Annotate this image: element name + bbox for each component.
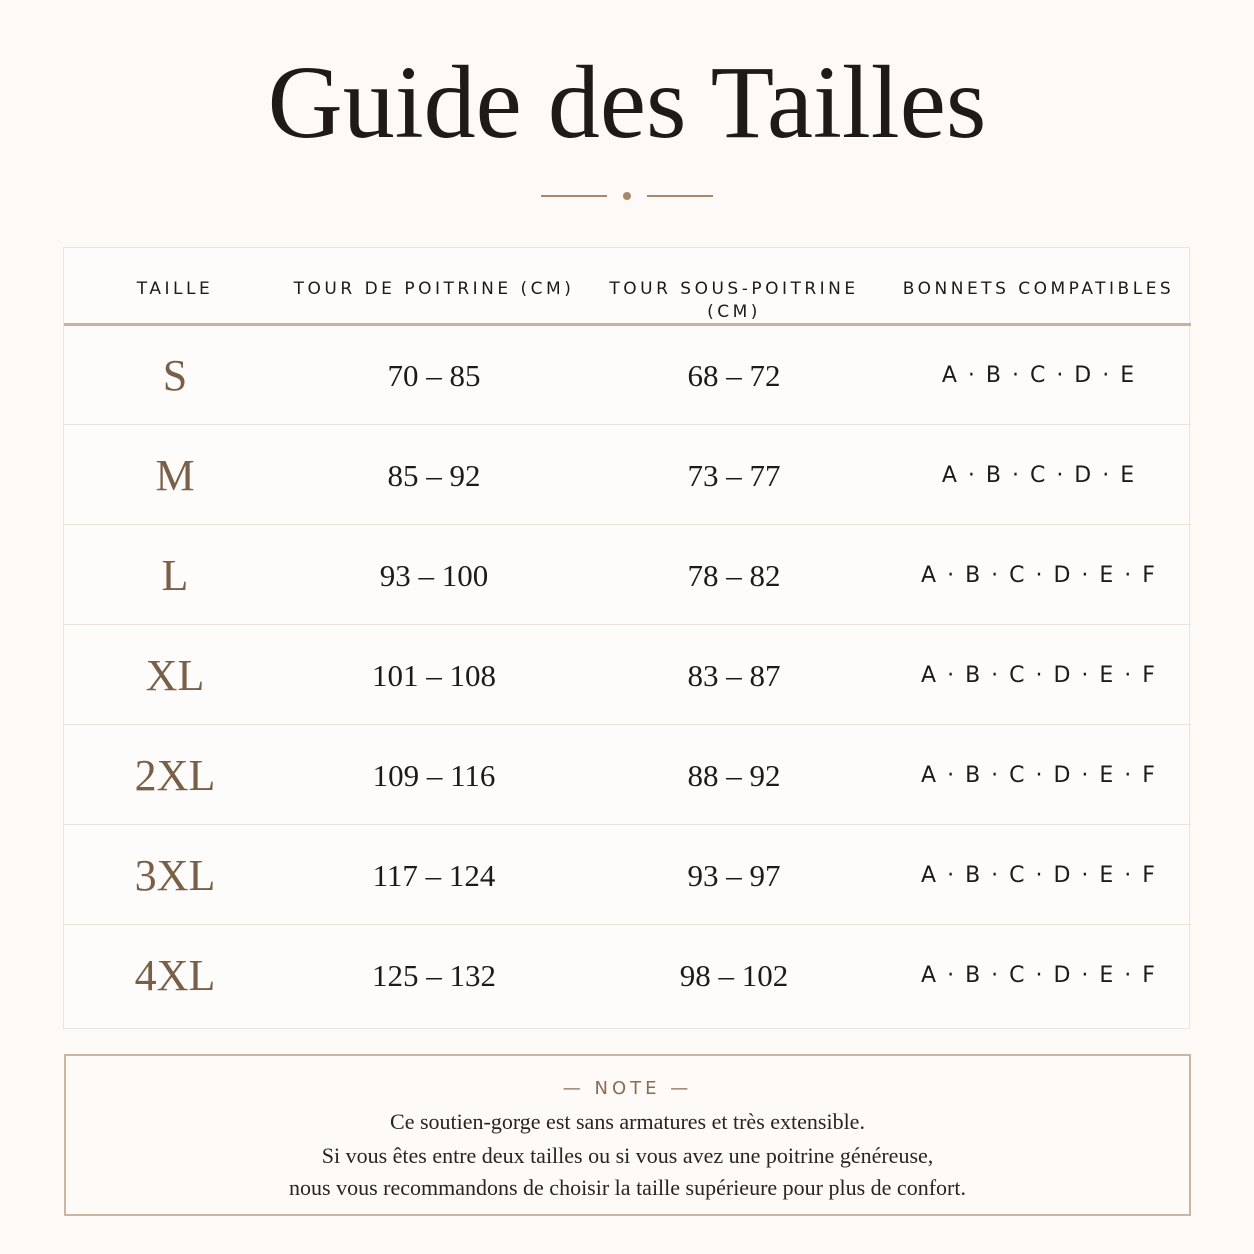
page-title: Guide des Tailles — [267, 45, 987, 160]
underbust-cell: 68 – 72 — [687, 358, 781, 393]
table-row — [64, 926, 1191, 1025]
note-line: Ce soutien-gorge est sans armatures et très extensible. — [390, 1109, 865, 1134]
underbust-cell: 83 – 87 — [687, 658, 781, 693]
header-taille: TAILLE — [136, 279, 214, 299]
chest-cell: 93 – 100 — [379, 558, 489, 593]
size-cell: 4XL — [134, 951, 216, 1000]
size-cell: XL — [145, 651, 205, 700]
underbust-cell: 93 – 97 — [687, 858, 781, 893]
underbust-cell: 78 – 82 — [687, 558, 781, 593]
cups-cell: A · B · C · D · E · F — [921, 563, 1156, 588]
size-cell: S — [162, 351, 188, 400]
table-row — [64, 426, 1191, 525]
table-row — [64, 626, 1191, 725]
size-cell: L — [161, 551, 189, 600]
header-bonnets-compatibles: BONNETS COMPATIBLES — [902, 279, 1175, 299]
cups-cell: A · B · C · D · E · F — [921, 863, 1156, 888]
size-cell: 2XL — [134, 751, 216, 800]
chest-cell: 125 – 132 — [372, 958, 496, 993]
table-row — [64, 826, 1191, 925]
size-cell: M — [155, 451, 195, 500]
cups-cell: A · B · C · D · E · F — [921, 663, 1156, 688]
table-row — [64, 326, 1191, 425]
chest-cell: 101 – 108 — [372, 658, 496, 693]
cups-cell: A · B · C · D · E · F — [921, 963, 1156, 988]
table-row — [64, 726, 1191, 825]
note-line: nous vous recommandons de choisir la taille supérieure pour plus de confort. — [289, 1175, 966, 1200]
cups-cell: A · B · C · D · E — [941, 463, 1136, 488]
header-tour-sous-poitrine-line2: (CM) — [707, 302, 761, 322]
note-line: Si vous êtes entre deux tailles ou si vous avez une poitrine généreuse, — [321, 1143, 934, 1168]
title-divider — [541, 190, 713, 202]
chest-cell: 85 – 92 — [387, 458, 481, 493]
header-tour-sous-poitrine — [582, 278, 886, 324]
cups-cell: A · B · C · D · E — [941, 363, 1136, 388]
table-row — [64, 526, 1191, 625]
size-cell: 3XL — [134, 851, 216, 900]
header-tour-de-poitrine: TOUR DE POITRINE (CM) — [293, 279, 575, 299]
underbust-cell: 73 – 77 — [687, 458, 781, 493]
divider-line-right — [647, 195, 713, 197]
underbust-cell: 88 – 92 — [687, 758, 781, 793]
chest-cell: 117 – 124 — [372, 858, 496, 893]
underbust-cell: 98 – 102 — [679, 958, 789, 993]
header-tour-sous-poitrine-line1: TOUR SOUS-POITRINE — [609, 279, 859, 299]
size-table — [63, 247, 1190, 1029]
note-box — [64, 1054, 1191, 1216]
chest-cell: 70 – 85 — [387, 358, 481, 393]
chest-cell: 109 – 116 — [372, 758, 496, 793]
cups-cell: A · B · C · D · E · F — [921, 763, 1156, 788]
table-header — [64, 248, 1191, 326]
divider-line-left — [541, 195, 607, 197]
divider-dot — [623, 192, 631, 200]
note-label: — NOTE — — [562, 1078, 693, 1099]
